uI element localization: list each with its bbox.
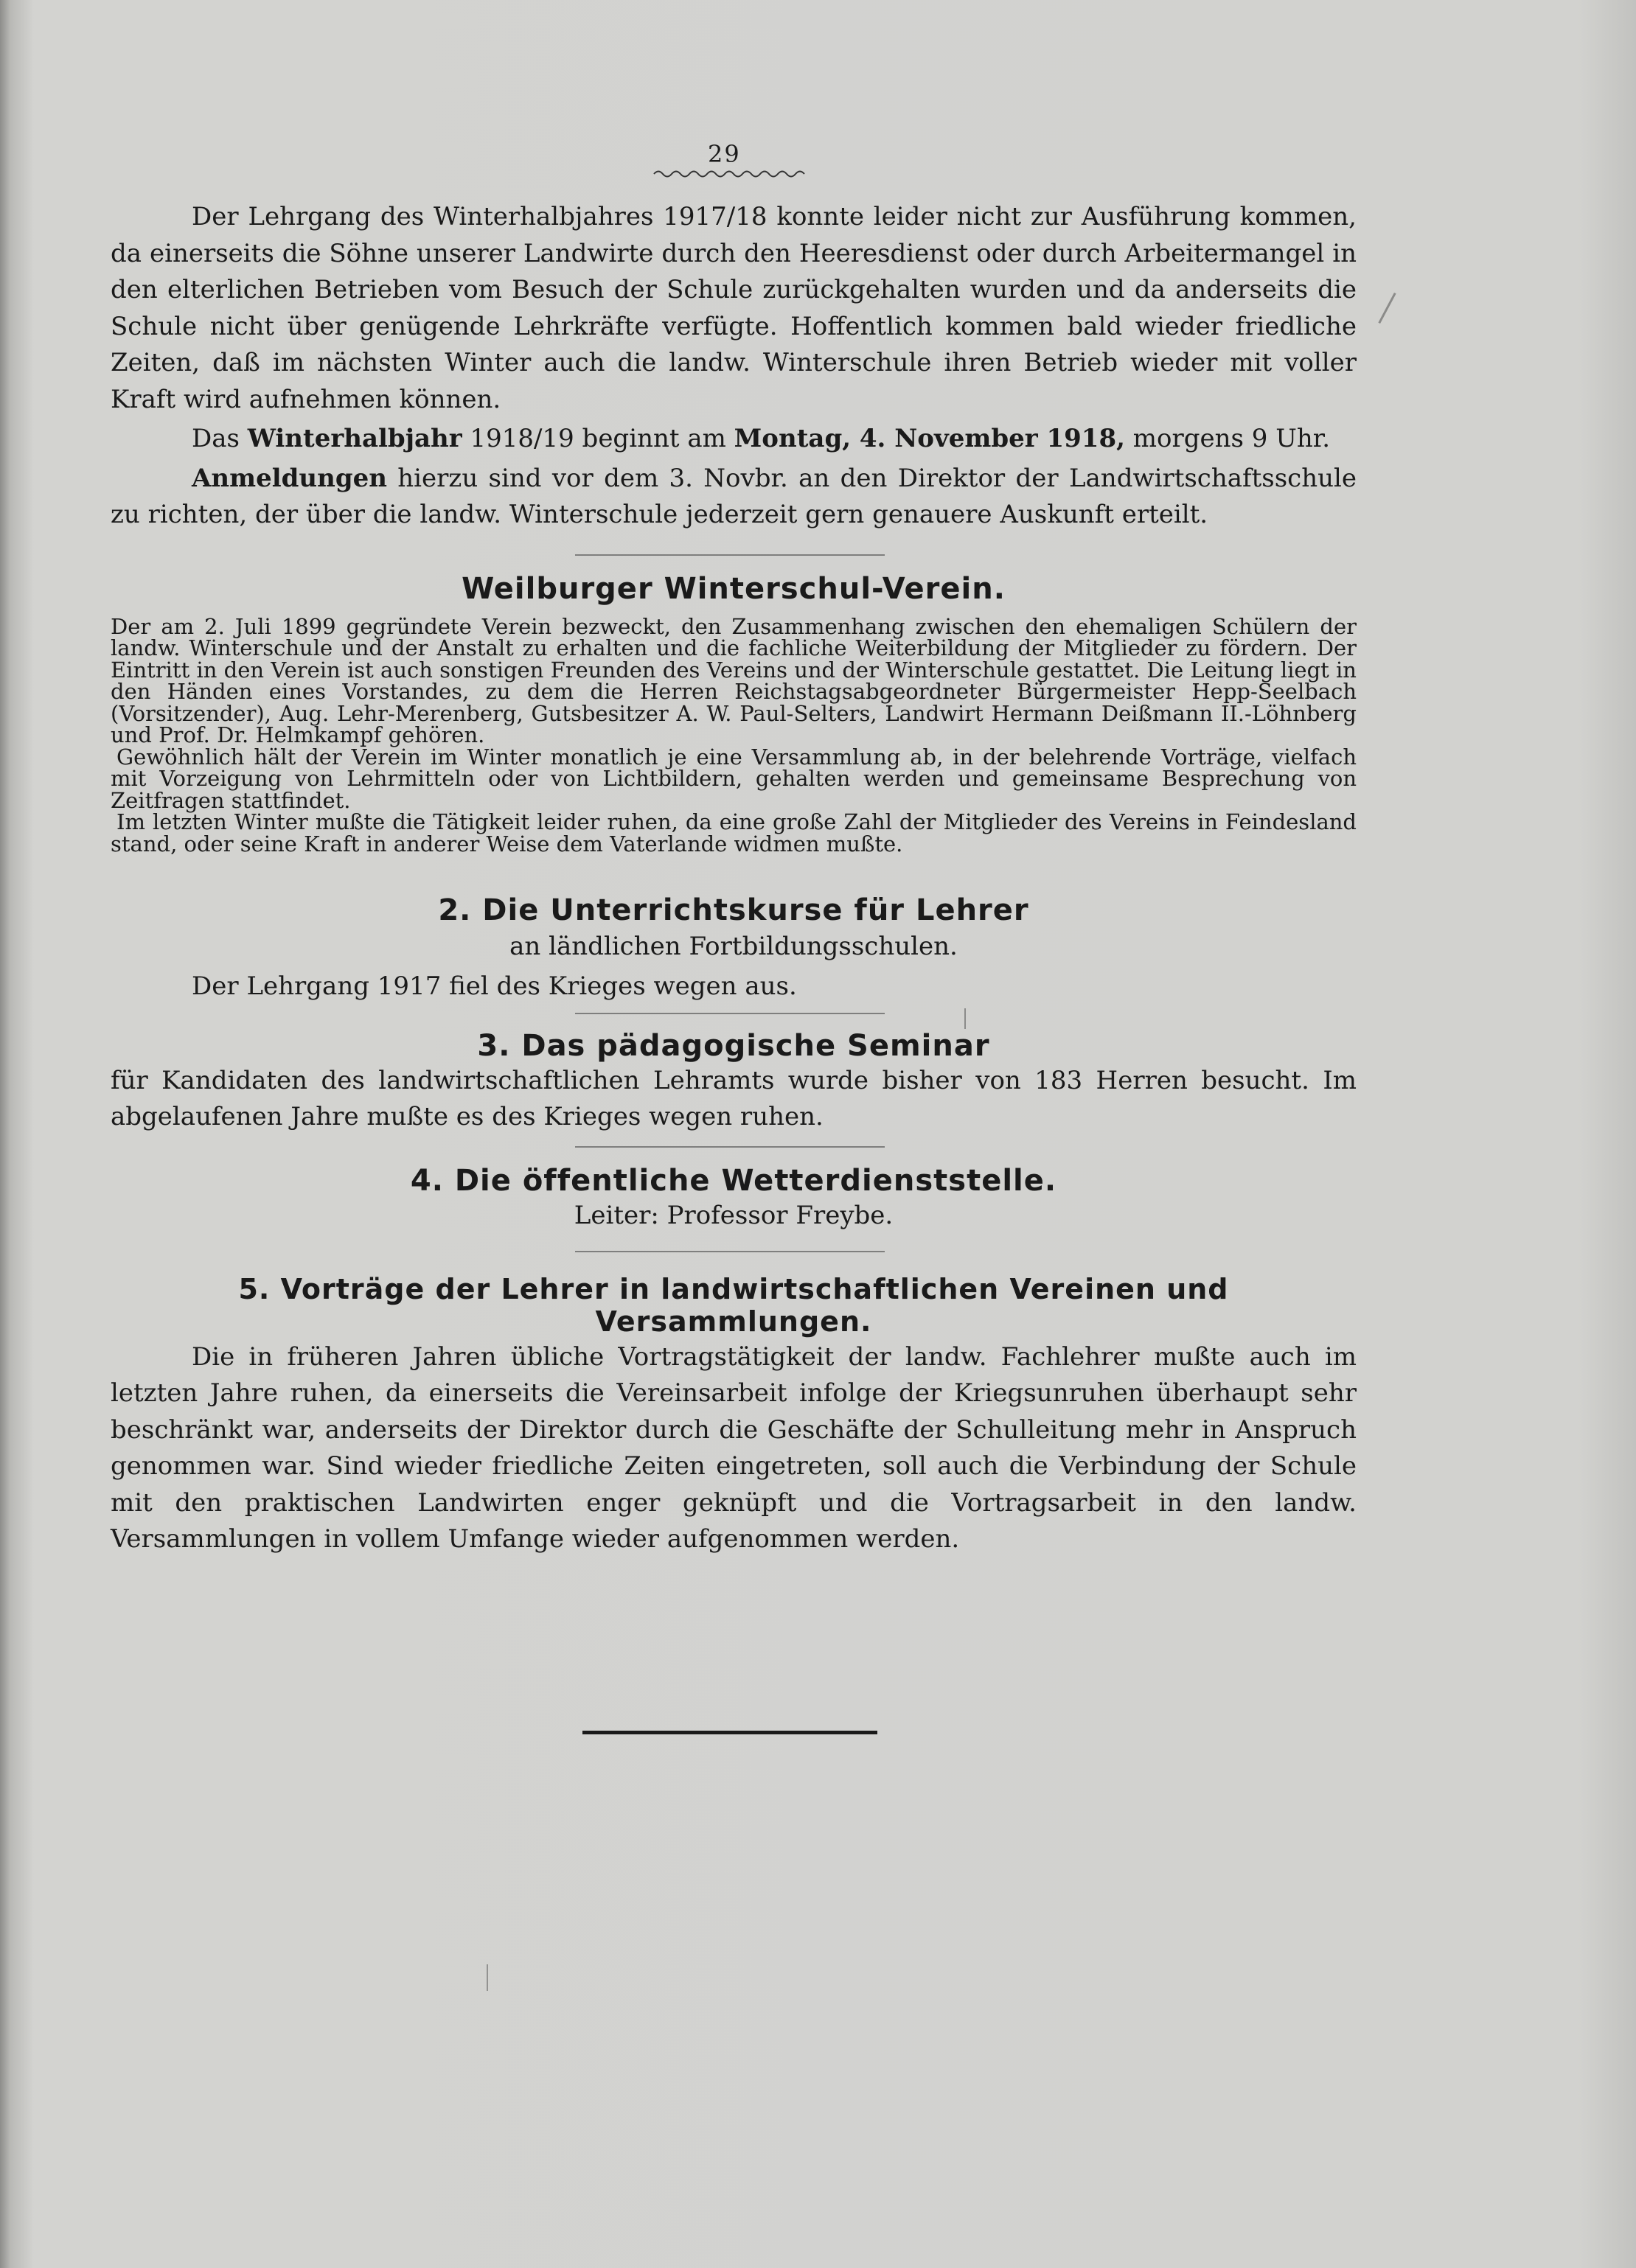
scan-scratch	[487, 1964, 488, 1991]
intro-semester-start	[111, 421, 1357, 458]
section-divider	[575, 1013, 885, 1014]
section-3-heading: 3. Das pädagogische Seminar	[477, 1028, 990, 1063]
section-5-text: Die in früheren Jahren übliche Vortragstätigkeit der landw. Fachlehrer mußte auch im letzten Jahre ruhen, da einerseits die Vereinsarbeit infolge der Kriegsunruhen überhaupt sehr beschränkt war, anderseits der Direktor durch die Geschäfte der Schulleitung mehr in Anspruch genommen war. Sind wieder friedliche Zeiten eingetreten, soll auch die Verbindung der Schule mit den praktischen Landwirten enger geknüpft und die Vortragsarbeit in den landw. Versammlungen in vollem Umfange wieder aufgenommen werden.	[111, 1341, 1357, 1554]
bold-text: Anmeldungen	[192, 463, 387, 493]
scan-scratch	[1378, 293, 1396, 324]
section-2-text: Der Lehrgang 1917 fiel des Krieges wegen aus.	[192, 971, 797, 1001]
wavy-ornament	[652, 168, 807, 180]
section-4-subtitle: Leiter: Professor Freybe.	[574, 1200, 894, 1230]
bold-text: Montag, 4. November 1918,	[734, 424, 1125, 453]
text-run: Das	[192, 424, 248, 453]
text-run: 1918/19 beginnt am	[462, 424, 734, 453]
section-divider	[575, 554, 885, 556]
section-divider	[575, 1146, 885, 1148]
verein-paragraph: Gewöhnlich hält der Verein im Winter monatlich je eine Versammlung ab, in der belehrende Vorträge, vielfach mit Vorzeigung von Lehrmitteln oder von Lichtbildern, gehalten werden und gemeinsame Besprechung von Zeitfragen stattfindet.	[111, 744, 1357, 813]
section-2-subtitle: an ländlichen Fortbildungsschulen.	[509, 932, 958, 961]
document-body	[111, 140, 1357, 1558]
section-divider	[575, 1251, 885, 1252]
verein-heading: Weilburger Winterschul-Verein.	[462, 571, 1006, 606]
section-5-heading: 5. Vorträge der Lehrer in landwirtschaftlichen Vereinen und Versammlungen.	[238, 1272, 1229, 1338]
end-rule	[582, 1731, 877, 1734]
section-4-heading: 4. Die öffentliche Wetterdienststelle.	[410, 1163, 1057, 1198]
bold-text: Winterhalbjahr	[247, 424, 462, 453]
intro-paragraph: Der Lehrgang des Winterhalbjahres 1917/18 konnte leider nicht zur Ausführung kommen, da einerseits die Söhne unserer Landwirte durch den Heeresdienst oder durch Arbeitermangel in den elterlichen Betrieben vom Besuch der Schule zurückgehalten wurden und da anderseits die Schule nicht über genügende Lehrkräfte verfügte. Hoffentlich kommen bald wieder friedliche Zeiten, daß im nächsten Winter auch die landw. Winterschule ihren Betrieb wieder mit voller Kraft wird aufnehmen können.	[111, 202, 1357, 414]
page-number: 29	[708, 140, 741, 168]
section-2-heading: 2. Die Unterrichtskurse für Lehrer	[438, 893, 1029, 927]
verein-paragraph: Im letzten Winter mußte die Tätigkeit leider ruhen, da eine große Zahl der Mitglieder des Vereins in Feindesland stand, oder seine Kraft in anderer Weise dem Vaterlande widmen mußte.	[111, 809, 1357, 856]
text-run: hierzu sind vor dem 3. Novbr. an den Direktor der Landwirtschaftsschule zu richten, der über die landw. Winterschule jederzeit gern genauere Auskunft erteilt.	[111, 463, 1357, 529]
intro-registration	[111, 461, 1357, 534]
section-3-text: für Kandidaten des landwirtschaftlichen Lehramts wurde bisher von 183 Herren besucht. Im abgelaufenen Jahre mußte es des Krieges wegen ruhen.	[111, 1065, 1357, 1131]
verein-paragraph: Der am 2. Juli 1899 gegründete Verein bezweckt, den Zusammenhang zwischen den ehemaligen Schülern der landw. Winterschule und der Anstalt zu erhalten und die fachliche Weiterbildung der Mitglieder zu fördern. Der Eintritt in den Verein ist auch sonstigen Freunden des Vereins und der Winterschule gestattet. Die Leitung liegt in den Händen eines Vorstandes, zu dem die Herren Reichstagsabgeordneter Bürgermeister Hepp-Seelbach (Vorsitzender), Aug. Lehr-Merenberg, Gutsbesitzer A. W. Paul-Selters, Landwirt Hermann Deißmann II.-Löhnberg und Prof. Dr. Helmkampf gehören.	[111, 613, 1357, 747]
text-run: morgens 9 Uhr.	[1124, 424, 1331, 453]
